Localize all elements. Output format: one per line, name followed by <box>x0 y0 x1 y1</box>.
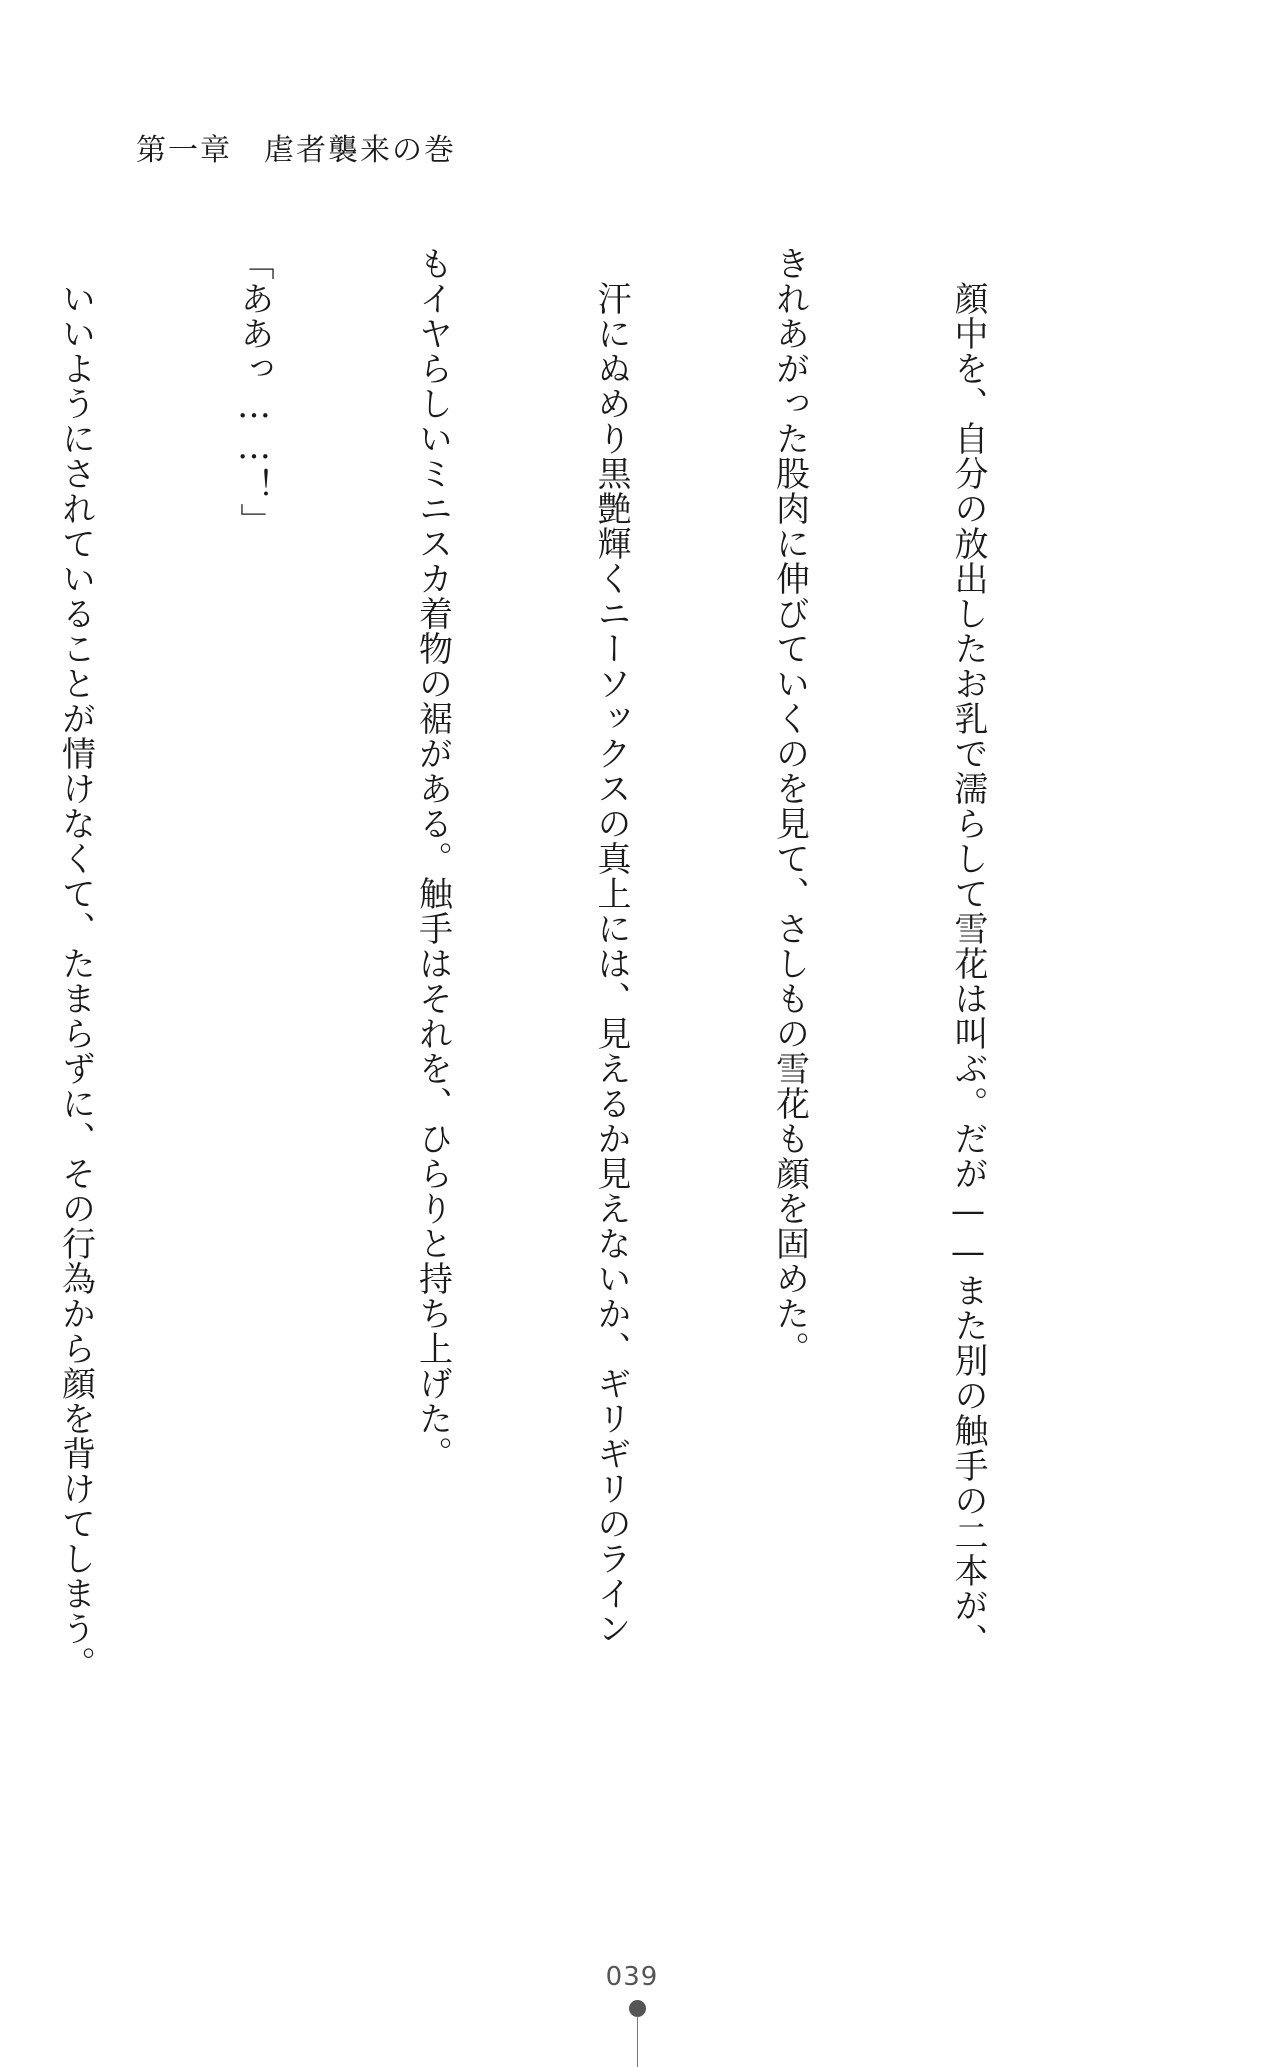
text-line: もイヤらしいミニスカ着物の裾がある。触手はそれを、ひらりと持ち上げた。 <box>412 246 453 1471</box>
page-marker-dot <box>629 2000 646 2017</box>
text-line: きれあがった股肉に伸びていくのを見て、さしもの雪花も顔を固めた。 <box>769 246 810 1366</box>
text-line: 顔中を、自分の放出したお乳で濡らして雪花は叫ぶ。だが——また別の触手の二本が、 <box>948 246 988 1658</box>
page-number: 039 <box>605 1962 659 1992</box>
body-text <box>0 246 1116 1746</box>
text-line: いいようにされていることが情けなくて、たまらずに、その行為から顔を背けてしまう。 <box>55 246 96 1681</box>
text-line: 汗にぬめり黒艶輝くニーソックスの真上には、見えるか見えないか、ギリギリのライン <box>591 246 631 1646</box>
text-line: 「ああっ……！」 <box>234 246 274 538</box>
chapter-header: 第一章 虐者襲来の巻 <box>136 133 456 168</box>
page-marker-line <box>637 2016 638 2067</box>
